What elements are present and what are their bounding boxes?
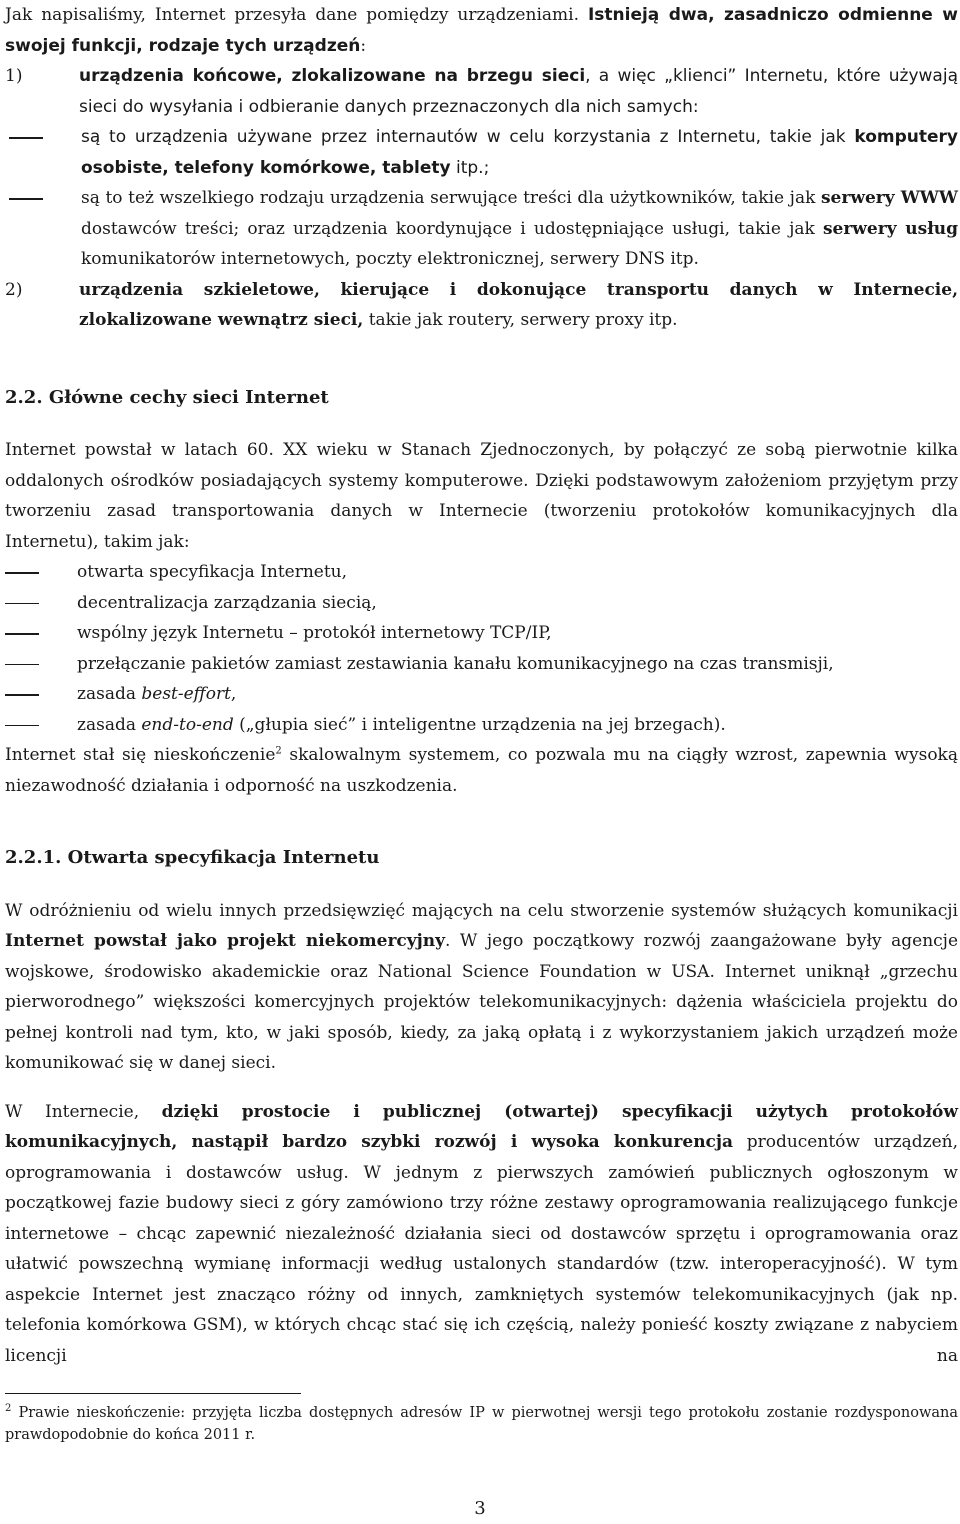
paragraph-text: skalowalnym systemem, co pozwala mu na ciągły wzrost, zapewnia wysoką niezawodność działania i odporność na uszkodzenia. (5, 745, 958, 796)
bullet-text (77, 679, 958, 710)
paragraph-text: . W jego początkowy rozwój zaangażowane były agencje wojskowe, środowisko akademickie oraz National Science Foundation w USA. Internet uniknął „grzechu pierworodnego” większości komercyjnych projektów telekomunikacyjnych: dążenia właściciela projektu do pełnej kontroli nad tym, kto, w jaki sposób, kiedy, za jaką opłatą i z wykorzystaniem jakich urządzeń może komunikować się w danej sieci. (5, 931, 958, 1073)
sub-bullet-text: są to urządzenia używane przez internautów w celu korzystania z Internetu, takie jak (81, 127, 855, 147)
list-item-1 (5, 61, 958, 122)
subsection-heading: 2.2.1. Otwarta specyfikacja Internetu (5, 847, 380, 868)
intro-paragraph (5, 0, 958, 61)
dash-bullet (5, 649, 77, 680)
bullet-text: wspólny język Internetu – protokół internetowy TCP/IP, (77, 623, 552, 643)
list-item-bold: urządzenia szkieletowe, kierujące i dokonujące transportu danych w Internecie, zlokalizowane wewnątrz sieci, (79, 279, 958, 330)
sub-bullet-bold: serwery usług (822, 218, 958, 239)
paragraph-bold: Internet powstał jako projekt niekomercyjny (5, 931, 446, 951)
bullet-text-part: zasada (77, 684, 142, 704)
page-number: 3 (474, 1498, 486, 1519)
sub-bullet-body (81, 183, 958, 275)
footnote (5, 1402, 958, 1446)
intro-colon: : (360, 35, 367, 56)
bullet-item (5, 679, 958, 710)
list-item-body (79, 61, 958, 122)
paragraph-text: W Internecie, (5, 1101, 162, 1122)
bullet-text-part: zasada (77, 714, 142, 735)
list-item-body (79, 275, 958, 336)
paragraph-bold: dzięki prostocie i publicznej (otwartej) specyfikacji użytych protokołów komunikacyjnych, nastąpił bardzo szybki rozwój i wysoka konkurencja (5, 1101, 959, 1152)
paragraph-text: Internet stał się nieskończenie (5, 745, 276, 765)
dash-bullet (9, 183, 81, 275)
dash-bullet (9, 122, 81, 183)
bullet-italic: end-to-end (141, 714, 234, 735)
paragraph-text: W odróżnieniu od wielu innych przedsięwzięć mających na celu stworzenie systemów służących komunikacji (5, 900, 958, 921)
bullet-text (77, 710, 958, 741)
sub-bullet-bold: komputery osobiste, telefony komórkowe, tablety (81, 127, 958, 178)
subsection-paragraph-2 (5, 1097, 958, 1372)
dash-bullet (5, 710, 77, 741)
list-item-text: takie jak routery, serwery proxy itp. (363, 310, 678, 330)
sub-bullet-text: są to też wszelkiego rodzaju urządzenia serwujące treści dla użytkowników, takie jak (81, 188, 821, 208)
dash-bullet (5, 588, 77, 619)
intro-text: Jak napisaliśmy, Internet przesyła dane pomiędzy urządzeniami. (5, 5, 588, 25)
sub-bullet-bold: serwery WWW (820, 188, 958, 208)
sub-bullet-1 (5, 122, 958, 183)
intro-bold: Istnieją dwa, zasadniczo odmienne w swojej funkcji, rodzaje tych urządzeń (5, 5, 959, 56)
sub-bullet-2 (5, 183, 958, 275)
bullet-item (5, 588, 958, 619)
footnote-ref: 2 (275, 745, 282, 757)
bullet-italic: best-effort (141, 684, 231, 704)
section-heading: 2.2. Główne cechy sieci Internet (5, 386, 329, 408)
section-paragraph: Internet powstał w latach 60. XX wieku w Stanach Zjednoczonych, by połączyć ze sobą pierwotnie kilka oddalonych ośrodków posiadających systemy komputerowe. Dzięki podstawowym założeniom przyjętym przy tworzeniu zasad transportowania danych w Internecie (tworzeniu protokołów komunikacyjnych dla Internetu), takim jak: (5, 440, 958, 552)
list-number: 1) (5, 66, 23, 86)
sub-bullet-end: itp.; (450, 157, 490, 178)
bullet-text: decentralizacja zarządzania siecią, (77, 592, 377, 613)
list-number: 2) (5, 279, 23, 300)
paragraph-text: producentów urządzeń, oprogramowania i dostawców usług. W jednym z pierwszych zamówień publicznych ogłoszonym w początkowej fazie budowy sieci z góry zamówiono trzy różne zestawy oprogramowania realizującego funkcje internetowe – chcąc zapewnić niezależność działania sieci od dostawców sprzętu i oprogramowania oraz ułatwić powszechną wymianę informacji według ustalonych standardów (tzw. interoperacyjność). W tym aspekcie Internet jest znacząco różny od innych, zamkniętych systemów telekomunikacyjnych (jak np. telefonia komórkowa GSM), w których chcąc stać się ich częścią, należy ponieść koszty związane z nabyciem licencji na (5, 1132, 958, 1366)
dash-bullet (5, 679, 77, 710)
bullet-item (5, 618, 958, 649)
footnote-text: Prawie nieskończenie: przyjęta liczba dostępnych adresów IP w pierwotnej wersji tego protokołu zostanie rozdysponowana prawdopodobnie do końca 2011 r. (5, 1405, 958, 1443)
bullet-text: przełączanie pakietów zamiast zestawiania kanału komunikacyjnego na czas transmisji, (77, 653, 834, 674)
bullet-item (5, 649, 958, 680)
document-page (5, 0, 958, 1446)
sub-bullet-text: dostawców treści; oraz urządzenia koordynujące i udostępniające usługi, takie jak (81, 218, 823, 239)
bullet-text-part: , (230, 684, 237, 704)
bullet-item (5, 557, 958, 588)
list-item-text: , a więc „klienci” Internetu, które używają sieci do wysyłania i odbieranie danych przeznaczonych dla nich samych: (79, 66, 958, 117)
dash-bullet (5, 618, 77, 649)
footnote-separator (5, 1393, 301, 1394)
subsection-paragraph-1 (5, 896, 958, 1079)
footnote-number: 2 (5, 1403, 12, 1415)
list-item-bold: urządzenia końcowe, zlokalizowane na brzegu sieci (79, 66, 586, 86)
section-paragraph (5, 740, 958, 801)
sub-bullet-text: komunikatorów internetowych, poczty elektronicznej, serwery DNS itp. (81, 249, 699, 269)
sub-bullet-body (81, 122, 958, 183)
bullet-text: otwarta specyfikacja Internetu, (77, 562, 348, 582)
bullet-text-part: („głupia sieć” i inteligentne urządzenia na jej brzegach). (233, 714, 726, 735)
list-item-2 (5, 275, 958, 336)
bullet-item (5, 710, 958, 741)
dash-bullet (5, 557, 77, 588)
